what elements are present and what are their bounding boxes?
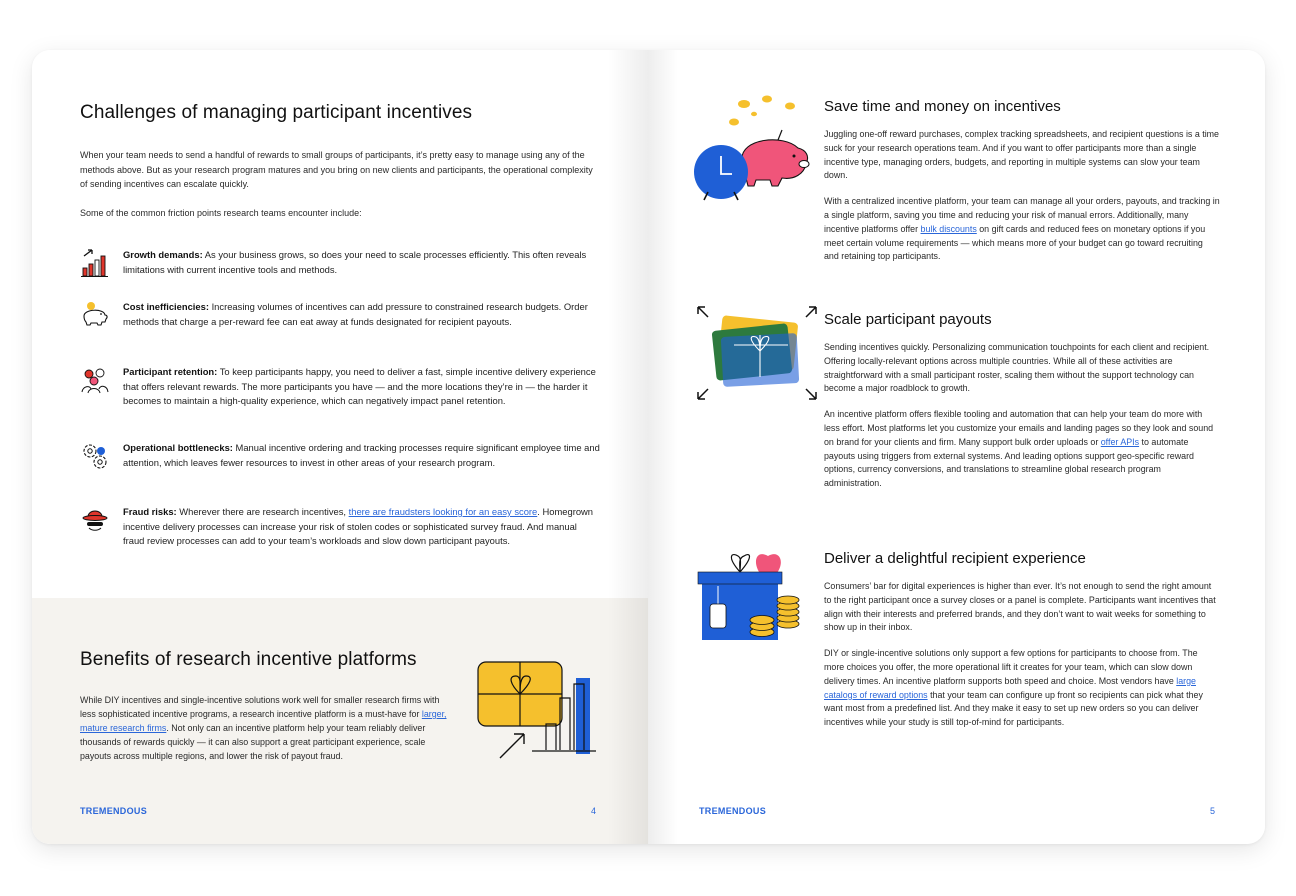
people-group-icon [80, 365, 110, 395]
section-paragraph [824, 647, 1220, 730]
friction-label: Operational bottlenecks: [123, 442, 233, 453]
friction-text: As your business grows, so does your need to scale processes efficiently. This often reveals limitations with current incentive tools and methods. [123, 249, 587, 275]
reward-catalog-link[interactable]: large catalogs of reward options [824, 675, 1196, 700]
section-text: With a centralized incentive platform, your team can manage all your orders, payouts, and tracking in a single platform, saving you time and reducing your risk of manual errors. Additionally, many incentive platforms offer [824, 196, 1220, 234]
friction-item-growth [80, 248, 600, 277]
gutter-shadow [648, 50, 678, 844]
benefits-paragraph [80, 693, 454, 763]
section-paragraph: Juggling one-off reward purchases, complex tracking spreadsheets, and recipient questions is a time suck for your research operations team. And if you want to offer participants more than a single incentive type, managing orders, budgets, and reporting in multiple systems can slow your team down. [824, 129, 1219, 181]
gift-card-growth-illustration [472, 654, 602, 764]
section-paragraph: Consumers’ bar for digital experiences is higher than ever. It’s not enough to send the right amount to the right participant once a survey closes or a panel is complete. Participants want incentives that align with their interests and preferred brands, and they don’t want to wait weeks for something to show up in their inbox. [824, 581, 1216, 633]
page-title: Challenges of managing participant incentives [80, 102, 473, 123]
page-number-right: 5 [1210, 806, 1216, 816]
friction-text: Increasing volumes of incentives can add pressure to constrained research budgets. Order methods that charge a per-reward fee can eat away at funds designated for recipient payouts. [123, 301, 588, 327]
section-scale-payouts [824, 311, 1220, 503]
fraudster-hat-icon [80, 505, 110, 535]
section-text: on gift cards and reduced fees on monetary options if you meet certain volume requirements — which means more of your budget can go toward recruiting and retaining top participants. [824, 223, 1206, 262]
page-number-left: 4 [591, 806, 597, 816]
friction-item-bottlenecks [80, 441, 600, 470]
section-paragraph [824, 408, 1220, 491]
friction-text: . Homegrown incentive delivery processes can increase your risk of stolen codes or sophisticated survey fraud. And manual fraud review processes can add to your team’s workloads and slow down participant payouts. [123, 506, 594, 546]
gears-icon [80, 441, 110, 471]
friction-lead: Some of the common friction points research teams encounter include: [80, 208, 362, 218]
benefits-text: While DIY incentives and single-incentive solutions work well for smaller research firms with less sophisticated incentive programs, a research incentive platform is a must-have for [80, 695, 440, 719]
section-paragraph [824, 195, 1220, 264]
friction-label: Participant retention: [123, 366, 218, 377]
benefits-title: Benefits of research incentive platforms [80, 649, 417, 670]
friction-label: Growth demands: [123, 249, 203, 260]
friction-text: To keep participants happy, you need to deliver a fast, simple incentive delivery experience that offers relevant rewards. The more participants you have — and the more locations they’re in — the harder it becomes to maintain a high-quality experience, which can negatively impact panel retention. [123, 366, 596, 406]
section-title: Save time and money on incentives [824, 98, 1061, 115]
gift-card-scale-illustration [694, 305, 820, 401]
friction-label: Cost inefficiencies: [123, 301, 209, 312]
friction-text: Wherever there are research incentives, [176, 506, 349, 517]
benefits-section [32, 598, 648, 844]
section-text: that your team can configure up front so recipients can pick what they want most from a predefined list. And they make it easy to set up new orders so you can deliver incentives while your study is still top-of-mind for participants. [824, 689, 1203, 728]
intro-paragraph: When your team needs to send a handful of rewards to small groups of participants, it’s pretty easy to manage using any of the methods above. But as your research program matures and you bring on new clients and participants, the operational complexity of sending incentives can escalate quickly. [80, 150, 593, 189]
page-left [32, 50, 648, 844]
section-title: Deliver a delightful recipient experience [824, 550, 1086, 567]
footer-brand-left: TREMENDOUS [80, 806, 148, 816]
section-text: to automate payouts using triggers from external systems. And leading options support geo-specific reward options, currency conversions, and translations to streamline global research program administration. [824, 436, 1194, 489]
section-paragraph: Sending incentives quickly. Personalizing communication touchpoints for each client and recipient. Offering locally-relevant options across multiple countries. While all of these activities are straightforward with a small participant roster, scaling them without the support technology can become a major roadblock to growth. [824, 342, 1210, 394]
friction-item-retention [80, 365, 600, 409]
section-title: Scale participant payouts [824, 311, 992, 328]
fraudsters-link[interactable]: there are fraudsters looking for an easy score [348, 506, 538, 517]
friction-label: Fraud risks: [123, 506, 177, 517]
benefits-text: . Not only can an incentive platform help your team reliably deliver thousands of rewards quickly — it can also support a great participant experience, scale payouts across multiple regions, and lower the risk of payout fraud. [80, 723, 426, 761]
section-text: An incentive platform offers flexible tooling and automation that can help your team do more with less effort. Most platforms let you customize your emails and landing pages so they look and sound on brand for your clients and firm. Many support bulk order uploads or [824, 409, 1214, 447]
offer-apis-link[interactable]: offer APIs [1100, 436, 1140, 447]
friction-item-cost [80, 300, 600, 329]
section-text: DIY or single-incentive solutions only support a few options for participants to choose from. The more choices you offer, the more operational lift it creates for your team, which can slow down delivery times. An incentive platform supports both speed and choice. Most vendors have [824, 648, 1198, 686]
mature-firms-link[interactable]: larger, mature research firms [80, 709, 447, 733]
brochure-spread [32, 50, 1265, 844]
bulk-discounts-link[interactable]: bulk discounts [920, 223, 977, 234]
friction-item-fraud [80, 505, 600, 549]
clock-piggy-illustration [694, 90, 816, 220]
section-recipient-experience [824, 550, 1220, 742]
friction-text: Manual incentive ordering and tracking processes require significant employee time and attention, which leaves fewer resources to invest in other areas of your research program. [123, 442, 600, 468]
gift-box-heart-illustration [696, 542, 808, 654]
page-right [648, 50, 1265, 844]
footer-brand-right: TREMENDOUS [699, 806, 767, 816]
growth-chart-icon [80, 248, 110, 278]
section-save-time [824, 98, 1220, 276]
piggy-bank-icon [80, 300, 110, 330]
